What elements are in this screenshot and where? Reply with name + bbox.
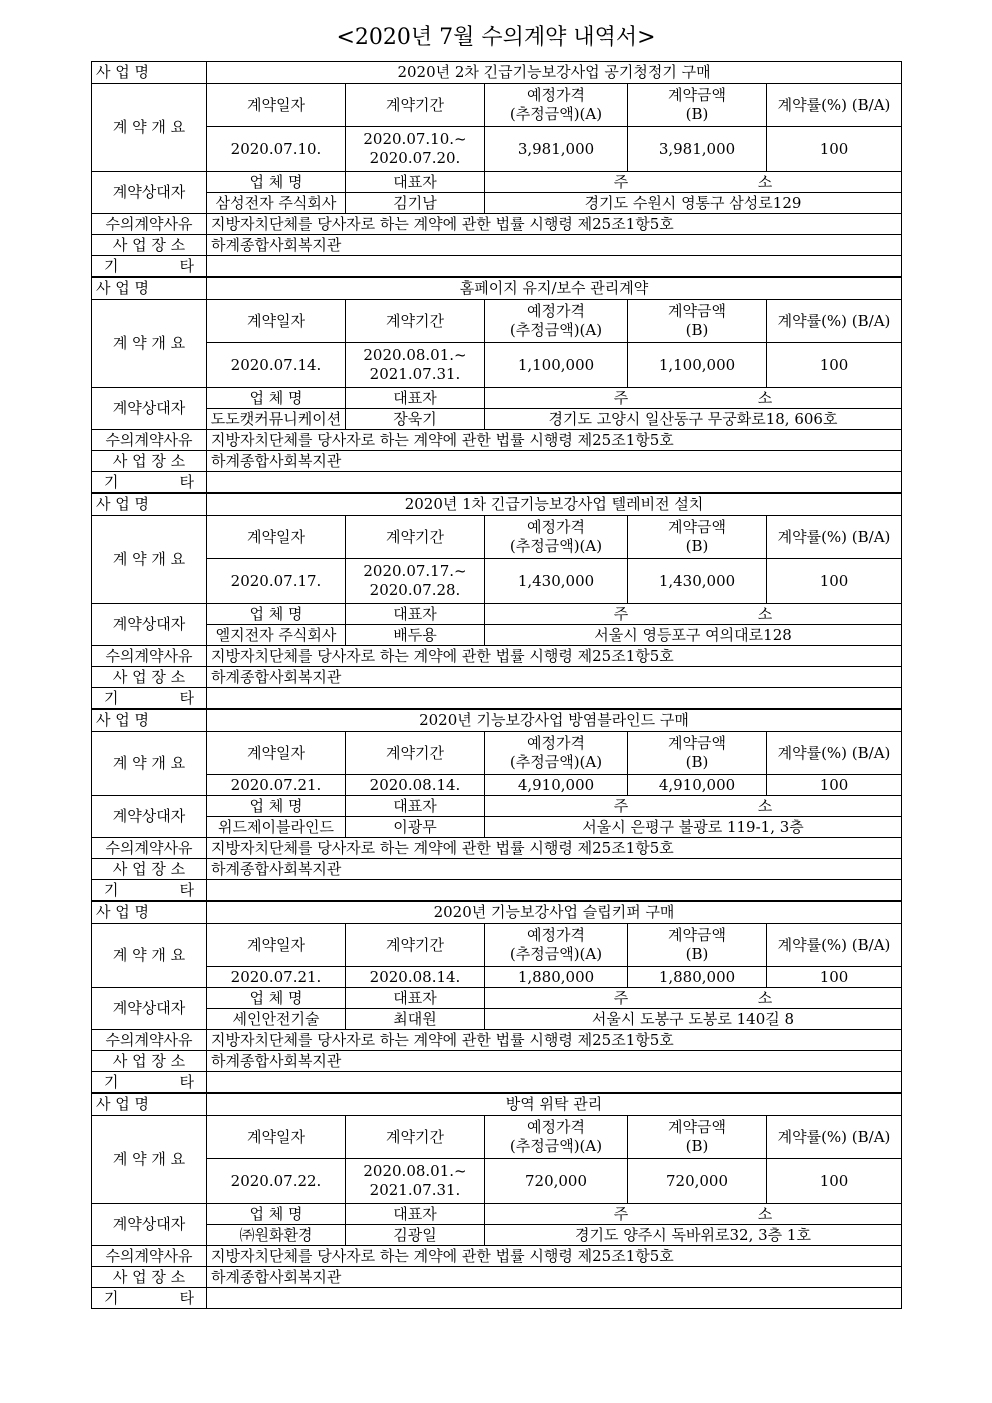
overview-label: 계 약 개 요	[92, 924, 207, 988]
project-row	[92, 901, 902, 924]
site-row	[92, 667, 902, 688]
overview-label: 계 약 개 요	[92, 1116, 207, 1204]
overview-value-row	[92, 1159, 902, 1204]
etc-label: 기 타	[92, 1288, 207, 1309]
reason-row	[92, 1030, 902, 1051]
col-address-header: 주 소	[485, 172, 902, 193]
site-text: 하계종합사회복지관	[207, 235, 902, 256]
contract-estimate: 3,981,000	[485, 127, 628, 172]
etc-label: 기 타	[92, 688, 207, 710]
contract-estimate: 4,910,000	[485, 775, 628, 796]
col-estimate-header: 예정가격 (추정금액)(A)	[485, 732, 628, 775]
reason-label: 수의계약사유	[92, 1246, 207, 1267]
counterparty-header-row	[92, 1204, 902, 1225]
project-name: 방역 위탁 관리	[207, 1093, 902, 1116]
col-amount-header: 계약금액 (B)	[628, 516, 767, 559]
etc-row	[92, 880, 902, 902]
representative: 최대원	[346, 1009, 485, 1030]
project-label: 사 업 명	[92, 1093, 207, 1116]
col-rate-header: 계약률(%) (B/A)	[767, 300, 902, 343]
company-name: 세인안전기술	[207, 1009, 346, 1030]
col-company-header: 업 체 명	[207, 172, 346, 193]
contract-estimate: 1,100,000	[485, 343, 628, 388]
counterparty-header-row	[92, 988, 902, 1009]
col-rate-header: 계약률(%) (B/A)	[767, 516, 902, 559]
col-date-header: 계약일자	[207, 1116, 346, 1159]
contract-rate: 100	[767, 1159, 902, 1204]
page-title: <2020년 7월 수의계약 내역서>	[336, 25, 656, 50]
counterparty-label: 계약상대자	[92, 388, 207, 430]
reason-text: 지방자치단체를 당사자로 하는 계약에 관한 법률 시행령 제25조1항5호	[207, 1246, 902, 1267]
overview-value-row	[92, 775, 902, 796]
overview-header-row	[92, 516, 902, 559]
reason-label: 수의계약사유	[92, 214, 207, 235]
reason-label: 수의계약사유	[92, 646, 207, 667]
reason-row	[92, 430, 902, 451]
overview-label: 계 약 개 요	[92, 300, 207, 388]
contract-rate: 100	[767, 127, 902, 172]
company-address: 서울시 은평구 불광로 119-1, 3층	[485, 817, 902, 838]
reason-row	[92, 1246, 902, 1267]
company-address: 경기도 양주시 독바위로32, 3층 1호	[485, 1225, 902, 1246]
counterparty-value-row	[92, 1009, 902, 1030]
project-name: 2020년 1차 긴급기능보강사업 텔레비전 설치	[207, 493, 902, 516]
col-rep-header: 대표자	[346, 604, 485, 625]
reason-text: 지방자치단체를 당사자로 하는 계약에 관한 법률 시행령 제25조1항5호	[207, 838, 902, 859]
counterparty-value-row	[92, 1225, 902, 1246]
col-rep-header: 대표자	[346, 172, 485, 193]
col-company-header: 업 체 명	[207, 1204, 346, 1225]
overview-value-row	[92, 559, 902, 604]
project-label: 사 업 명	[92, 493, 207, 516]
counterparty-header-row	[92, 172, 902, 193]
overview-label: 계 약 개 요	[92, 84, 207, 172]
reason-row	[92, 214, 902, 235]
col-period-header: 계약기간	[346, 1116, 485, 1159]
counterparty-value-row	[92, 817, 902, 838]
company-address: 서울시 영등포구 여의대로128	[485, 625, 902, 646]
site-row	[92, 451, 902, 472]
col-period-header: 계약기간	[346, 924, 485, 967]
contract-rate: 100	[767, 967, 902, 988]
counterparty-label: 계약상대자	[92, 796, 207, 838]
site-label: 사 업 장 소	[92, 667, 207, 688]
col-rep-header: 대표자	[346, 388, 485, 409]
reason-row	[92, 646, 902, 667]
contract-rate: 100	[767, 775, 902, 796]
col-rate-header: 계약률(%) (B/A)	[767, 1116, 902, 1159]
reason-row	[92, 838, 902, 859]
contract-date: 2020.07.17.	[207, 559, 346, 604]
project-label: 사 업 명	[92, 62, 207, 84]
col-period-header: 계약기간	[346, 516, 485, 559]
col-amount-header: 계약금액 (B)	[628, 300, 767, 343]
col-estimate-header: 예정가격 (추정금액)(A)	[485, 1116, 628, 1159]
overview-label: 계 약 개 요	[92, 732, 207, 796]
representative: 김광일	[346, 1225, 485, 1246]
site-text: 하계종합사회복지관	[207, 1051, 902, 1072]
contract-period: 2020.07.10.~ 2020.07.20.	[346, 127, 485, 172]
col-address-header: 주 소	[485, 988, 902, 1009]
counterparty-label: 계약상대자	[92, 1204, 207, 1246]
company-name: ㈜원화환경	[207, 1225, 346, 1246]
contract-period: 2020.08.01.~ 2021.07.31.	[346, 343, 485, 388]
overview-header-row	[92, 924, 902, 967]
company-address: 경기도 고양시 일산동구 무궁화로18, 606호	[485, 409, 902, 430]
contract-table	[91, 61, 902, 1309]
contract-amount: 3,981,000	[628, 127, 767, 172]
etc-text	[207, 1072, 902, 1094]
col-amount-header: 계약금액 (B)	[628, 1116, 767, 1159]
overview-value-row	[92, 967, 902, 988]
company-name: 엘지전자 주식회사	[207, 625, 346, 646]
company-name: 도도캣커뮤니케이션	[207, 409, 346, 430]
project-name: 홈페이지 유지/보수 관리계약	[207, 277, 902, 300]
contract-date: 2020.07.21.	[207, 967, 346, 988]
col-company-header: 업 체 명	[207, 796, 346, 817]
etc-label: 기 타	[92, 1072, 207, 1094]
counterparty-value-row	[92, 625, 902, 646]
col-rate-header: 계약률(%) (B/A)	[767, 84, 902, 127]
project-row	[92, 277, 902, 300]
col-rep-header: 대표자	[346, 1204, 485, 1225]
col-rep-header: 대표자	[346, 796, 485, 817]
col-company-header: 업 체 명	[207, 988, 346, 1009]
etc-row	[92, 1072, 902, 1094]
overview-header-row	[92, 300, 902, 343]
project-label: 사 업 명	[92, 709, 207, 732]
etc-row	[92, 472, 902, 494]
project-label: 사 업 명	[92, 901, 207, 924]
contract-period: 2020.08.14.	[346, 775, 485, 796]
counterparty-header-row	[92, 796, 902, 817]
reason-label: 수의계약사유	[92, 838, 207, 859]
contract-amount: 1,430,000	[628, 559, 767, 604]
col-estimate-header: 예정가격 (추정금액)(A)	[485, 516, 628, 559]
contract-period: 2020.08.14.	[346, 967, 485, 988]
company-name: 삼성전자 주식회사	[207, 193, 346, 214]
col-date-header: 계약일자	[207, 300, 346, 343]
col-period-header: 계약기간	[346, 84, 485, 127]
contract-estimate: 1,880,000	[485, 967, 628, 988]
overview-value-row	[92, 343, 902, 388]
project-label: 사 업 명	[92, 277, 207, 300]
col-amount-header: 계약금액 (B)	[628, 732, 767, 775]
contract-date: 2020.07.10.	[207, 127, 346, 172]
counterparty-value-row	[92, 193, 902, 214]
company-address: 서울시 도봉구 도봉로 140길 8	[485, 1009, 902, 1030]
contract-amount: 4,910,000	[628, 775, 767, 796]
overview-label: 계 약 개 요	[92, 516, 207, 604]
project-name: 2020년 기능보강사업 슬립키퍼 구매	[207, 901, 902, 924]
reason-label: 수의계약사유	[92, 430, 207, 451]
counterparty-header-row	[92, 388, 902, 409]
counterparty-label: 계약상대자	[92, 604, 207, 646]
overview-value-row	[92, 127, 902, 172]
etc-row	[92, 1288, 902, 1309]
site-label: 사 업 장 소	[92, 1051, 207, 1072]
site-text: 하계종합사회복지관	[207, 451, 902, 472]
site-row	[92, 859, 902, 880]
site-row	[92, 1267, 902, 1288]
etc-text	[207, 688, 902, 710]
project-row	[92, 493, 902, 516]
contract-amount: 1,880,000	[628, 967, 767, 988]
project-name: 2020년 기능보강사업 방염블라인드 구매	[207, 709, 902, 732]
project-name: 2020년 2차 긴급기능보강사업 공기청정기 구매	[207, 62, 902, 84]
site-label: 사 업 장 소	[92, 235, 207, 256]
contract-date: 2020.07.21.	[207, 775, 346, 796]
site-label: 사 업 장 소	[92, 1267, 207, 1288]
contract-rate: 100	[767, 559, 902, 604]
col-company-header: 업 체 명	[207, 388, 346, 409]
col-estimate-header: 예정가격 (추정금액)(A)	[485, 924, 628, 967]
col-rate-header: 계약률(%) (B/A)	[767, 924, 902, 967]
project-row	[92, 709, 902, 732]
contract-estimate: 720,000	[485, 1159, 628, 1204]
site-label: 사 업 장 소	[92, 451, 207, 472]
col-amount-header: 계약금액 (B)	[628, 84, 767, 127]
etc-label: 기 타	[92, 880, 207, 902]
contract-date: 2020.07.14.	[207, 343, 346, 388]
reason-text: 지방자치단체를 당사자로 하는 계약에 관한 법률 시행령 제25조1항5호	[207, 646, 902, 667]
overview-header-row	[92, 84, 902, 127]
contract-amount: 720,000	[628, 1159, 767, 1204]
overview-header-row	[92, 732, 902, 775]
col-company-header: 업 체 명	[207, 604, 346, 625]
etc-text	[207, 256, 902, 278]
counterparty-label: 계약상대자	[92, 172, 207, 214]
col-address-header: 주 소	[485, 388, 902, 409]
site-text: 하계종합사회복지관	[207, 859, 902, 880]
counterparty-value-row	[92, 409, 902, 430]
site-text: 하계종합사회복지관	[207, 667, 902, 688]
project-row	[92, 62, 902, 84]
representative: 장욱기	[346, 409, 485, 430]
company-address: 경기도 수원시 영통구 삼성로129	[485, 193, 902, 214]
contract-date: 2020.07.22.	[207, 1159, 346, 1204]
col-rate-header: 계약률(%) (B/A)	[767, 732, 902, 775]
contract-amount: 1,100,000	[628, 343, 767, 388]
col-address-header: 주 소	[485, 604, 902, 625]
col-estimate-header: 예정가격 (추정금액)(A)	[485, 300, 628, 343]
etc-text	[207, 472, 902, 494]
col-estimate-header: 예정가격 (추정금액)(A)	[485, 84, 628, 127]
col-period-header: 계약기간	[346, 300, 485, 343]
col-amount-header: 계약금액 (B)	[628, 924, 767, 967]
col-address-header: 주 소	[485, 1204, 902, 1225]
col-rep-header: 대표자	[346, 988, 485, 1009]
reason-text: 지방자치단체를 당사자로 하는 계약에 관한 법률 시행령 제25조1항5호	[207, 430, 902, 451]
contract-period: 2020.08.01.~ 2021.07.31.	[346, 1159, 485, 1204]
etc-row	[92, 688, 902, 710]
reason-text: 지방자치단체를 당사자로 하는 계약에 관한 법률 시행령 제25조1항5호	[207, 214, 902, 235]
col-date-header: 계약일자	[207, 516, 346, 559]
overview-header-row	[92, 1116, 902, 1159]
col-address-header: 주 소	[485, 796, 902, 817]
site-row	[92, 1051, 902, 1072]
project-row	[92, 1093, 902, 1116]
contract-estimate: 1,430,000	[485, 559, 628, 604]
site-label: 사 업 장 소	[92, 859, 207, 880]
etc-text	[207, 880, 902, 902]
site-row	[92, 235, 902, 256]
company-name: 위드제이블라인드	[207, 817, 346, 838]
representative: 이광무	[346, 817, 485, 838]
col-date-header: 계약일자	[207, 84, 346, 127]
counterparty-header-row	[92, 604, 902, 625]
reason-label: 수의계약사유	[92, 1030, 207, 1051]
etc-label: 기 타	[92, 472, 207, 494]
etc-row	[92, 256, 902, 278]
etc-text	[207, 1288, 902, 1309]
representative: 김기남	[346, 193, 485, 214]
counterparty-label: 계약상대자	[92, 988, 207, 1030]
etc-label: 기 타	[92, 256, 207, 278]
representative: 배두용	[346, 625, 485, 646]
reason-text: 지방자치단체를 당사자로 하는 계약에 관한 법률 시행령 제25조1항5호	[207, 1030, 902, 1051]
contract-period: 2020.07.17.~ 2020.07.28.	[346, 559, 485, 604]
col-period-header: 계약기간	[346, 732, 485, 775]
col-date-header: 계약일자	[207, 924, 346, 967]
site-text: 하계종합사회복지관	[207, 1267, 902, 1288]
contract-rate: 100	[767, 343, 902, 388]
col-date-header: 계약일자	[207, 732, 346, 775]
